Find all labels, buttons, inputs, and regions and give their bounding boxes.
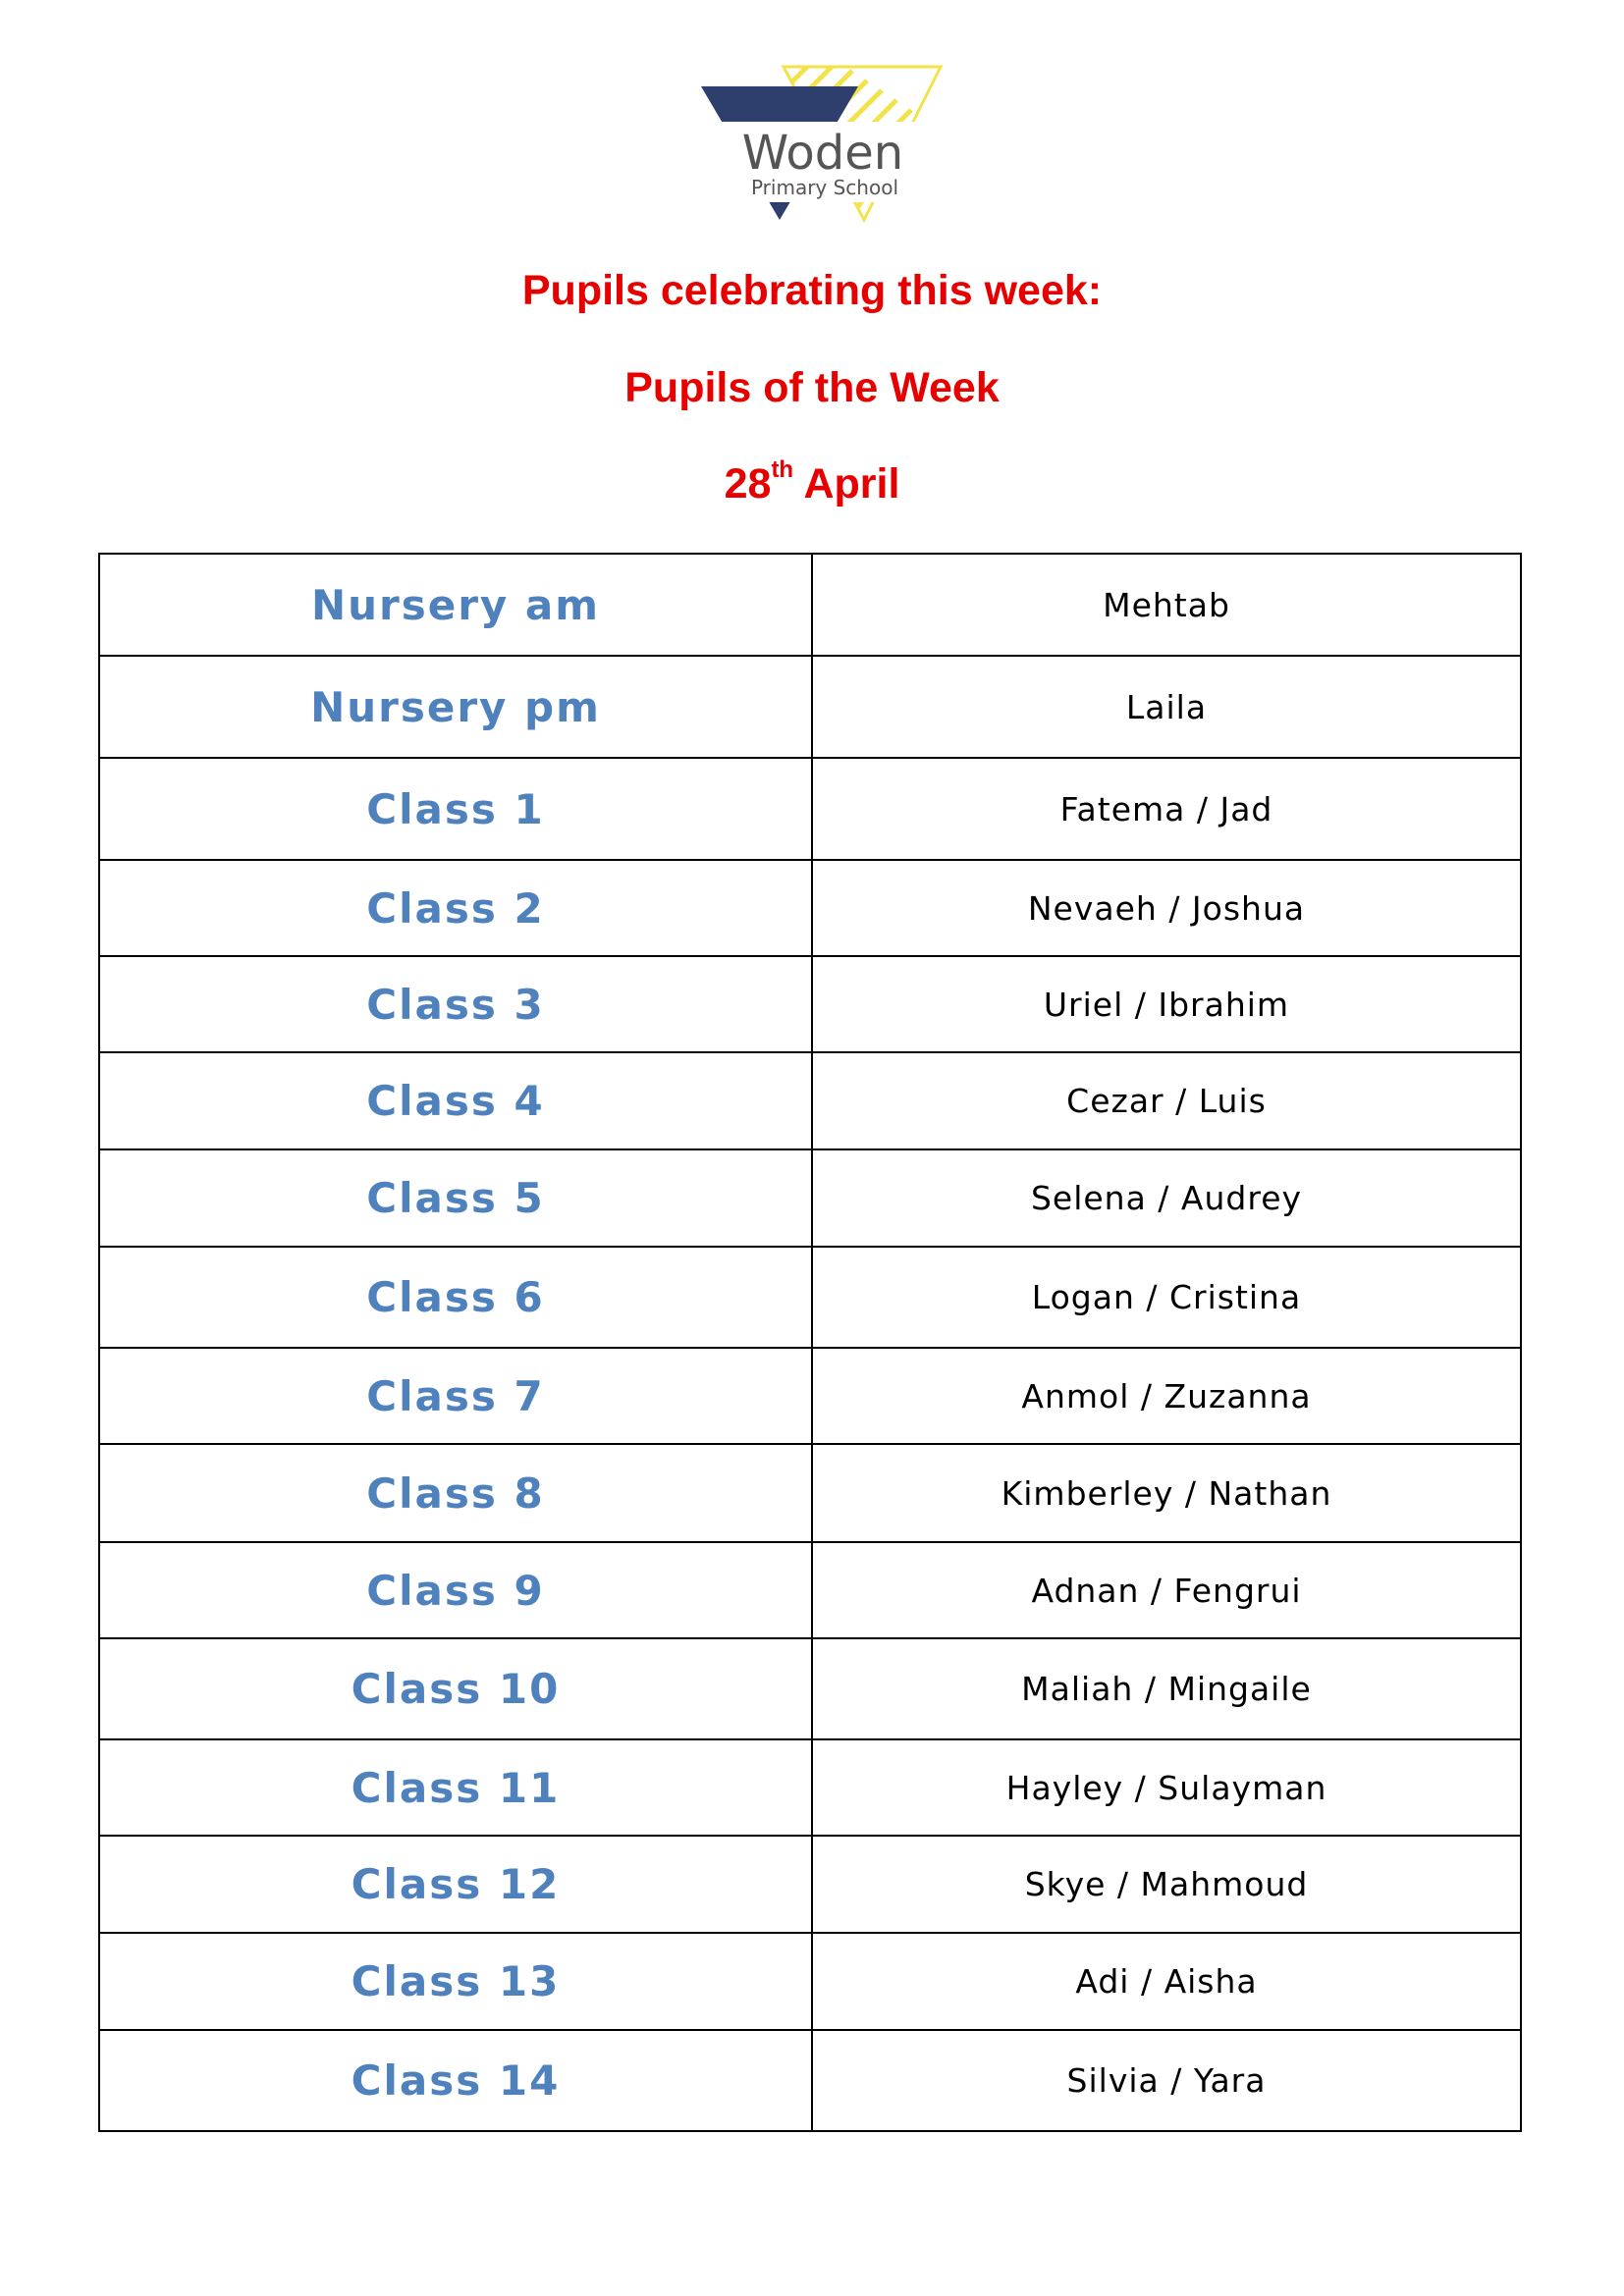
table-row (99, 1348, 1521, 1444)
class-label: Class 1 (99, 758, 812, 860)
pupil-names: Adnan / Fengrui (812, 1542, 1521, 1638)
pupil-names: Hayley / Sulayman (812, 1739, 1521, 1836)
date-month: April (803, 460, 900, 507)
class-label: Class 11 (99, 1739, 812, 1836)
school-logo (695, 61, 950, 228)
pupil-names: Laila (812, 656, 1521, 758)
class-label: Class 6 (99, 1247, 812, 1348)
table-row (99, 1638, 1521, 1739)
class-label: Class 12 (99, 1836, 812, 1933)
pupil-names: Adi / Aisha (812, 1933, 1521, 2030)
pupil-names: Fatema / Jad (812, 758, 1521, 860)
class-label: Class 7 (99, 1348, 812, 1444)
class-label: Class 4 (99, 1052, 812, 1149)
pupil-names: Skye / Mahmoud (812, 1836, 1521, 1933)
class-label: Class 5 (99, 1149, 812, 1247)
class-label: Class 8 (99, 1444, 812, 1542)
table-row (99, 554, 1521, 656)
table-row (99, 2030, 1521, 2131)
pupil-names: Selena / Audrey (812, 1149, 1521, 1247)
class-label: Class 14 (99, 2030, 812, 2131)
table-row (99, 1836, 1521, 1933)
heading-pupils-of-the-week: Pupils of the Week (624, 364, 1000, 411)
class-label: Nursery am (99, 554, 812, 656)
table-row (99, 1149, 1521, 1247)
table-row (99, 1933, 1521, 2030)
date-day: 28 (724, 460, 772, 507)
class-label: Class 2 (99, 860, 812, 956)
pupil-names: Maliah / Mingaile (812, 1638, 1521, 1739)
logo-subtitle: Primary School (750, 176, 899, 199)
table-row (99, 1247, 1521, 1348)
class-label: Class 9 (99, 1542, 812, 1638)
date-suffix: th (771, 455, 794, 483)
pupil-names: Logan / Cristina (812, 1247, 1521, 1348)
pupil-names: Nevaeh / Joshua (812, 860, 1521, 956)
class-label: Class 10 (99, 1638, 812, 1739)
pupils-table (98, 553, 1522, 2132)
heading-date (0, 455, 1624, 508)
pupil-names: Anmol / Zuzanna (812, 1348, 1521, 1444)
table-row (99, 1444, 1521, 1542)
class-label: Class 3 (99, 956, 812, 1052)
pupil-names: Cezar / Luis (812, 1052, 1521, 1149)
table-row (99, 1542, 1521, 1638)
pupil-names: Uriel / Ibrahim (812, 956, 1521, 1052)
table-row (99, 656, 1521, 758)
table-row (99, 956, 1521, 1052)
heading-celebrating: Pupils celebrating this week: (521, 267, 1103, 314)
table-row (99, 1052, 1521, 1149)
pupil-names: Kimberley / Nathan (812, 1444, 1521, 1542)
class-label: Nursery pm (99, 656, 812, 758)
class-label: Class 13 (99, 1933, 812, 2030)
table-row (99, 758, 1521, 860)
logo-name: Woden (741, 126, 904, 181)
pupil-names: Mehtab (812, 554, 1521, 656)
table-row (99, 860, 1521, 956)
table-row (99, 1739, 1521, 1836)
pupil-names: Silvia / Yara (812, 2030, 1521, 2131)
woden-logo-icon (695, 61, 950, 228)
